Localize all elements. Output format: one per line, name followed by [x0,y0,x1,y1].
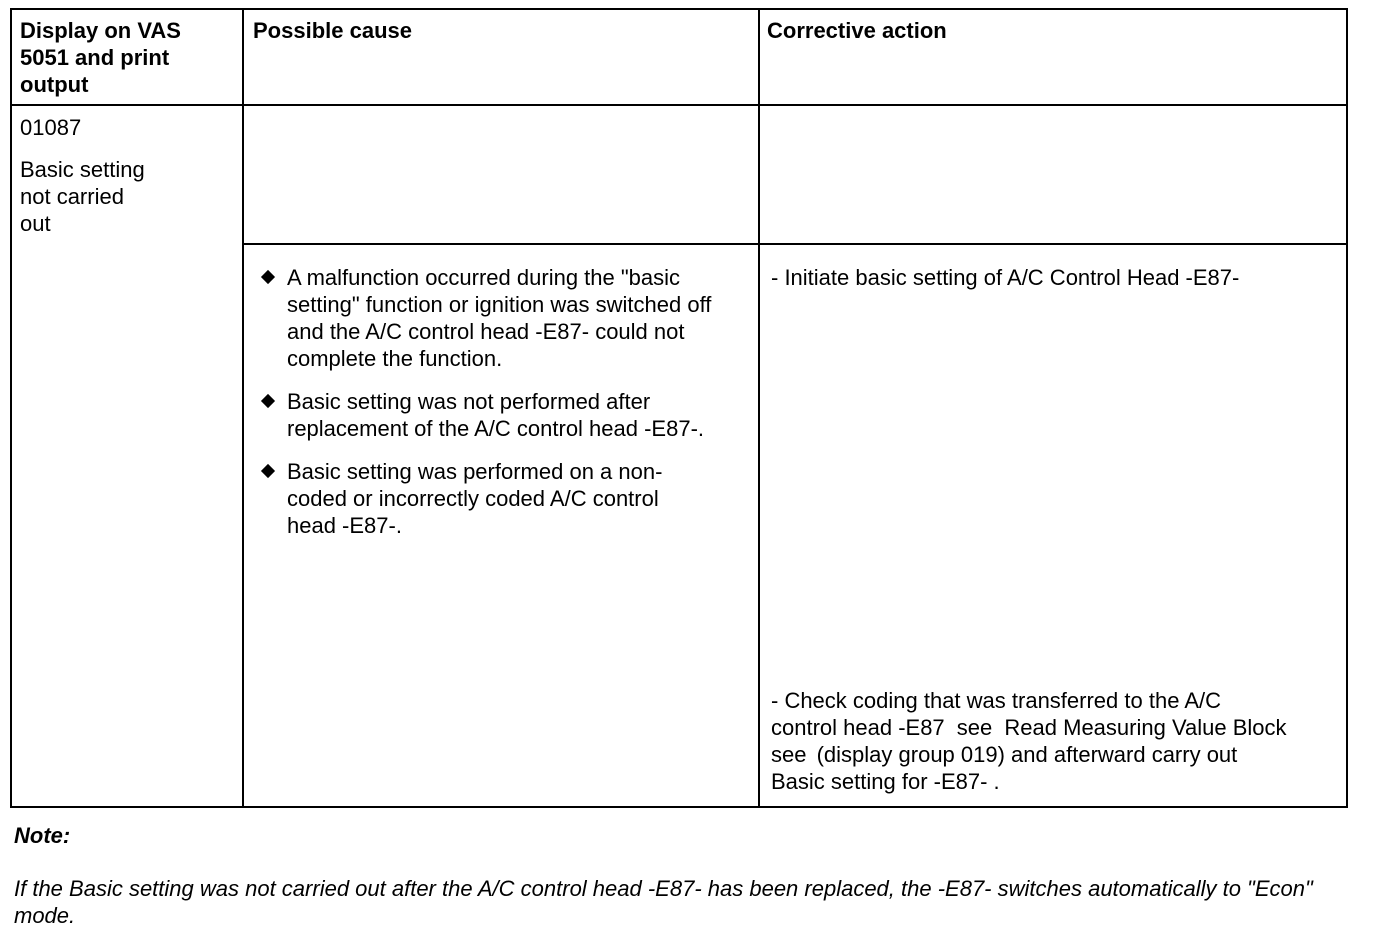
action-check-coding-line [771,741,1341,768]
header-corrective-action: Corrective action [767,18,947,43]
see-link[interactable]: see [956,715,993,740]
table-border-left [10,8,12,808]
cause-item: Basic setting was performed on a non-coded or incorrectly coded A/C control head -E87-. [287,459,663,538]
fault-code: 01087 [20,115,82,140]
cause-item: A malfunction occurred during the "basic setting" function or ignition was switched off and the A/C control head -E87- could not complete the function. [287,265,712,371]
bullet-icon [261,270,275,284]
note-title: Note: [14,823,71,848]
header-display: Display on VAS 5051 and print output [20,18,181,97]
column-divider-2 [758,8,760,808]
table-border-top [10,8,1348,10]
measuring-value-block-link[interactable]: Read Measuring Value Block [1004,715,1287,740]
header-possible-cause: Possible cause [253,18,412,43]
see-link[interactable]: see [771,742,807,767]
table-border-right [1346,8,1348,808]
action-check-coding-line: Basic setting for -E87- . [771,769,1000,794]
header-row-divider [10,104,1348,106]
subrow-divider [242,243,1348,245]
action-check-coding-line [771,714,1341,741]
table-border-bottom [10,806,1348,808]
cause-item: Basic setting was not performed after replacement of the A/C control head -E87-. [287,389,705,441]
action-check-coding-line: - Check coding that was transferred to the A/C [771,688,1222,713]
column-divider-1 [242,8,244,808]
fault-description: Basic setting not carried out [20,157,145,236]
action-text: control head -E87 [771,715,945,740]
action-text: (display group 019) and afterward carry out [816,742,1238,767]
action-initiate-basic-setting: - Initiate basic setting of A/C Control Head -E87- [771,265,1240,290]
note-text: If the Basic setting was not carried out after the A/C control head -E87- has been replaced, the -E87- switches automatically to "Econ" mode. [14,876,1313,928]
bullet-icon [261,464,275,478]
bullet-icon [261,394,275,408]
